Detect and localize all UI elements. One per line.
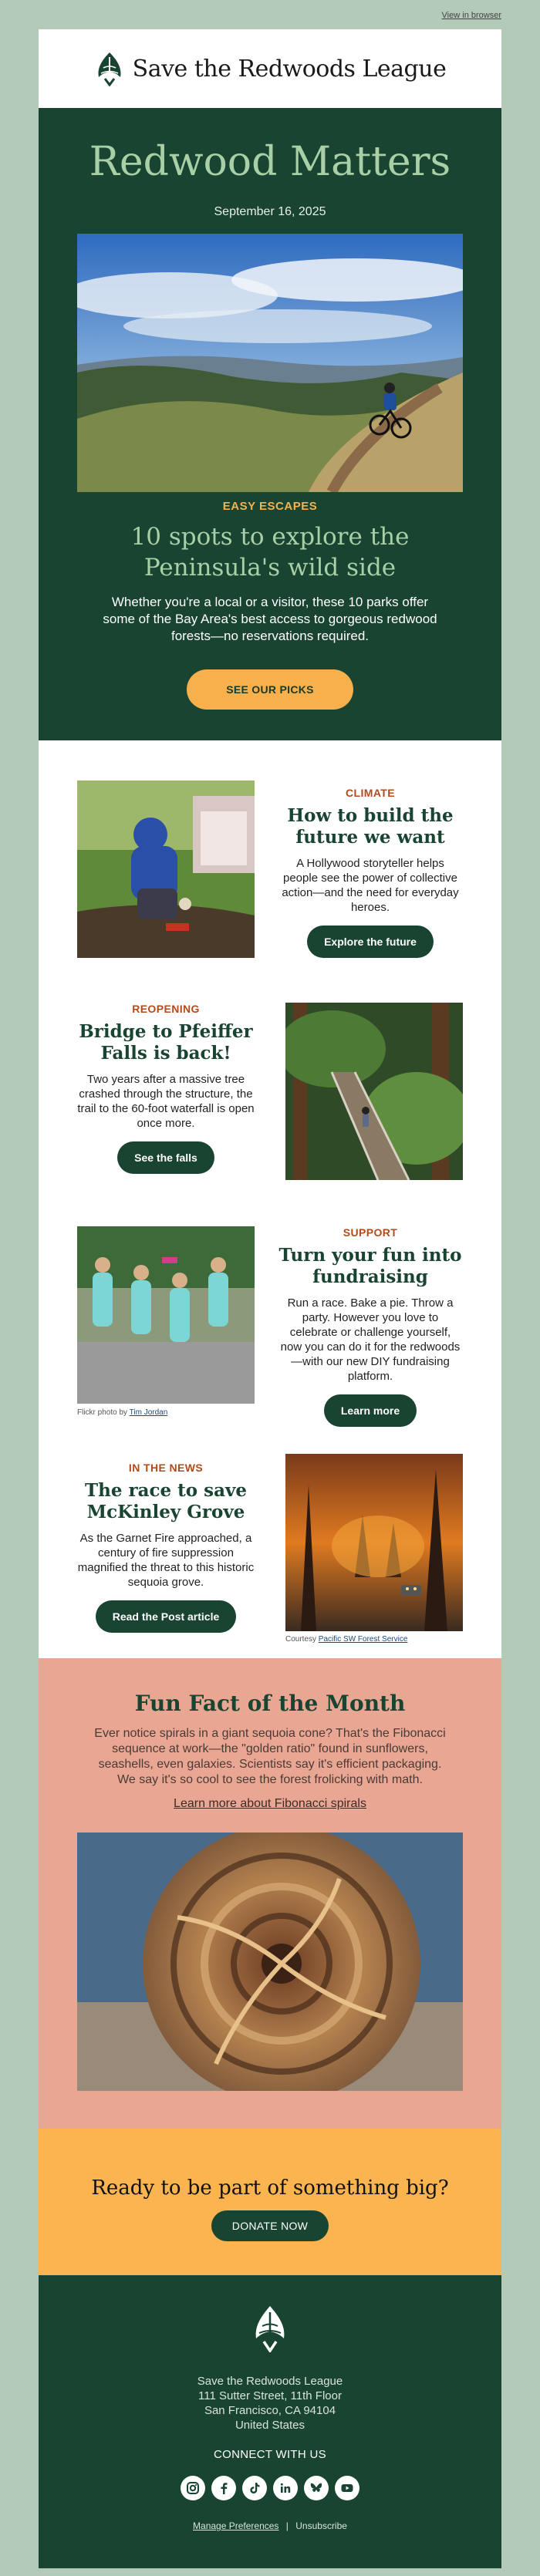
footer	[39, 2275, 501, 2568]
hero-headline-line-2: Peninsula's wild side	[143, 554, 397, 582]
hero-body-text: Whether you're a local or a visitor, these 10 parks offer some of the Bay Area's best access to gorgeous redwood forests—no reservations required.	[103, 595, 437, 643]
footer-links	[39, 2520, 501, 2531]
story-card-support	[278, 1226, 463, 1427]
donate-now-button[interactable]: DONATE NOW	[211, 2210, 329, 2241]
mailing-address	[39, 2374, 501, 2433]
photo-credit-link[interactable]: Pacific SW Forest Service	[318, 1635, 408, 1644]
facebook-icon[interactable]	[211, 2476, 236, 2500]
hero-eyebrow: EASY ESCAPES	[222, 500, 318, 513]
photo-credit-prefix: Flickr photo by	[77, 1408, 128, 1417]
story-title[interactable]: How to build the future we want	[287, 805, 454, 848]
story-title[interactable]: Turn your fun into fundraising	[278, 1245, 462, 1287]
unsubscribe-link[interactable]: Unsubscribe	[295, 2520, 347, 2531]
photo-credit-prefix: Courtesy	[285, 1635, 317, 1644]
story-card-climate	[278, 787, 463, 958]
hero-photo-cyclist[interactable]	[77, 234, 463, 492]
redwood-logo-icon[interactable]	[251, 2305, 289, 2352]
story-title[interactable]: The race to save McKinley Grove	[85, 1480, 247, 1522]
story-body: A Hollywood storyteller helps people see the power of collective action—and the need for everyday heroes.	[282, 857, 459, 914]
address-line: Save the Redwoods League	[197, 2375, 343, 2388]
bluesky-icon[interactable]	[304, 2476, 329, 2500]
social-links	[39, 2476, 501, 2500]
newsletter-title: Redwood Matters	[89, 139, 451, 185]
story-body: As the Garnet Fire approached, a century of fire suppression magnified the threat to this historic sequoia grove.	[77, 1532, 255, 1589]
issue-date: September 16, 2025	[214, 205, 326, 218]
story-eyebrow: REOPENING	[132, 1003, 200, 1015]
link-separator: |	[285, 2520, 289, 2531]
logo-wordmark[interactable]: Save the Redwoods League	[132, 55, 447, 83]
story-eyebrow: IN THE NEWS	[128, 1462, 204, 1474]
fibonacci-link[interactable]: Learn more about Fibonacci spirals	[174, 1797, 366, 1810]
hero-headline-line-1: 10 spots to explore the	[130, 523, 410, 551]
hero-section	[39, 108, 501, 740]
photo-credit-race	[77, 1408, 167, 1417]
story-eyebrow: CLIMATE	[346, 787, 395, 799]
donate-section	[39, 2129, 501, 2275]
see-our-picks-button[interactable]: SEE OUR PICKS	[187, 669, 353, 710]
manage-preferences-link[interactable]: Manage Preferences	[193, 2520, 279, 2531]
story-photo-bridge[interactable]	[285, 1003, 463, 1180]
learn-more-button[interactable]: Learn more	[324, 1394, 417, 1427]
linkedin-icon[interactable]	[273, 2476, 298, 2500]
hero-headline[interactable]	[39, 521, 501, 583]
instagram-icon[interactable]	[181, 2476, 205, 2500]
story-title[interactable]: Bridge to Pfeiffer Falls is back!	[79, 1021, 253, 1064]
top-bar	[0, 0, 540, 29]
connect-heading: CONNECT WITH US	[214, 2448, 326, 2461]
read-the-post-article-button[interactable]: Read the Post article	[96, 1600, 237, 1633]
photo-credit-fire	[285, 1635, 407, 1644]
fun-fact-body: Ever notice spirals in a giant sequoia cone? That's the Fibonacci sequence at work—the "golden ratio" found in sunflowers, seashells, even galaxies. Scientists say it's efficient packaging. We say it's so cool to see the forest frolicking with math.	[94, 1727, 446, 1786]
explore-the-future-button[interactable]: Explore the future	[307, 926, 434, 958]
email-body	[39, 29, 501, 2568]
address-line: 111 Sutter Street, 11th Floor	[198, 2389, 342, 2402]
story-photo-fire[interactable]	[285, 1454, 463, 1631]
donate-heading: Ready to be part of something big?	[91, 2176, 449, 2200]
story-card-news	[77, 1462, 255, 1633]
see-the-falls-button[interactable]: See the falls	[117, 1141, 214, 1174]
story-photo-race[interactable]	[77, 1226, 255, 1404]
fun-fact-title: Fun Fact of the Month	[134, 1691, 406, 1716]
sequoia-cone-photo[interactable]	[77, 1833, 463, 2091]
tiktok-icon[interactable]	[242, 2476, 267, 2500]
fun-fact-section	[39, 1658, 501, 2129]
redwood-logo-icon	[94, 51, 125, 86]
story-card-reopening	[77, 1003, 255, 1174]
story-body: Run a race. Bake a pie. Throw a party. However you love to celebrate or challenge yourself, now you can do it for the redwoods—with our new DIY fundraising platform.	[280, 1296, 461, 1383]
address-line: United States	[235, 2419, 305, 2432]
address-line: San Francisco, CA 94104	[204, 2404, 336, 2417]
story-eyebrow: SUPPORT	[343, 1226, 398, 1239]
view-in-browser-link[interactable]: View in browser	[441, 11, 501, 20]
photo-credit-link[interactable]: Tim Jordan	[129, 1408, 168, 1417]
youtube-icon[interactable]	[335, 2476, 359, 2500]
logo-header	[39, 29, 501, 108]
story-photo-climate[interactable]	[77, 781, 255, 958]
story-body: Two years after a massive tree crashed through the structure, the trail to the 60-foot waterfall is open once more.	[77, 1073, 255, 1130]
stories-section	[39, 740, 501, 1658]
